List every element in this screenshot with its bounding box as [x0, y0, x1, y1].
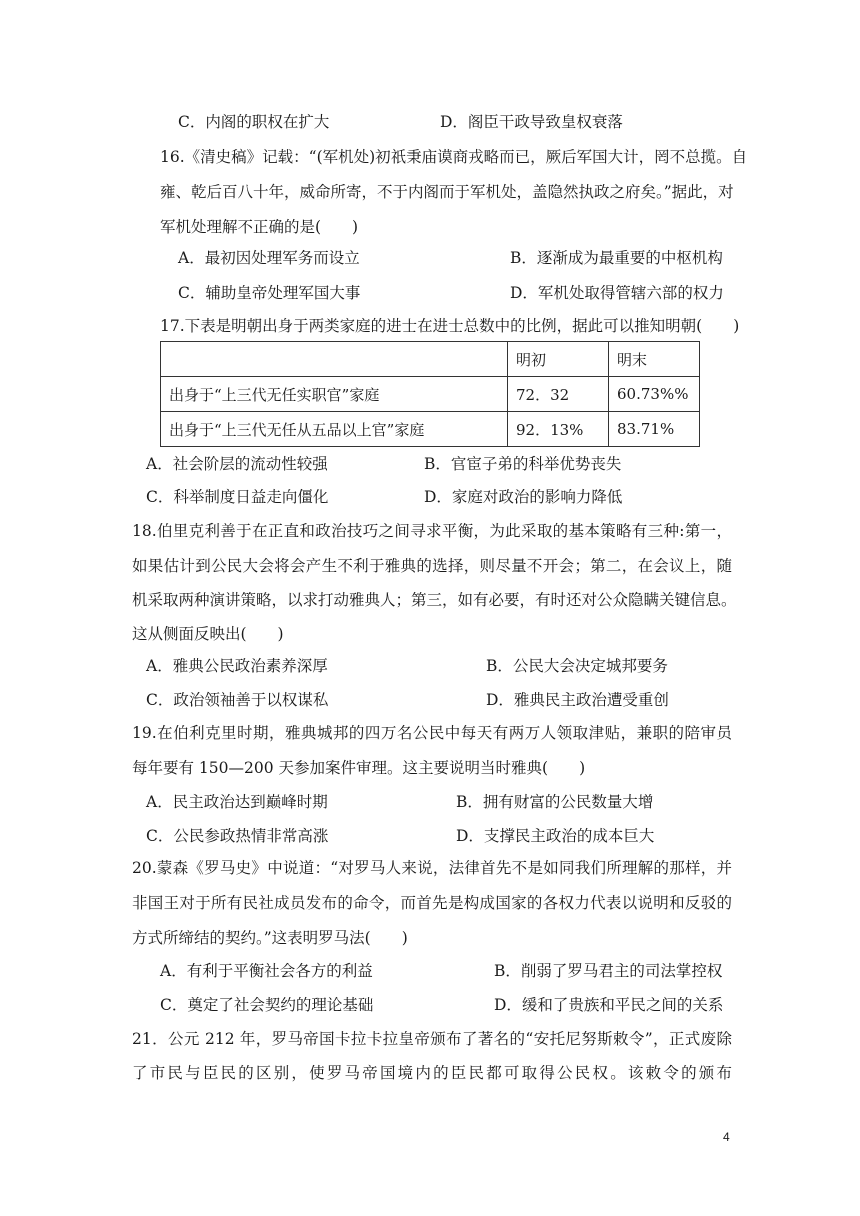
q20-option-a: A．有利于平衡社会各方的利益 [160, 962, 373, 980]
table-cell: 60.73%% [609, 377, 700, 412]
q18-stem-line-4: 这从侧面反映出( ) [132, 625, 284, 643]
table-row [161, 412, 700, 447]
q16-option-d: D．军机处取得管辖六部的权力 [510, 284, 724, 302]
q17-option-a: A．社会阶层的流动性较强 [146, 455, 328, 473]
q17-option-b: B．官宦子弟的科举优势丧失 [424, 455, 622, 473]
q15-option-c: C．内阁的职权在扩大 [178, 113, 330, 131]
table-header-cell [161, 342, 508, 377]
q18-option-a: A．雅典公民政治素养深厚 [146, 657, 328, 675]
q17-option-c: C．科举制度日益走向僵化 [146, 488, 329, 506]
q19-stem-line-1: 19.在伯利克里时期，雅典城邦的四万名公民中每天有两万人领取津贴，兼职的陪审员 [132, 724, 732, 742]
table-cell: 72．32 [508, 377, 609, 412]
table-header-cell: 明初 [508, 342, 609, 377]
table-header-cell: 明末 [609, 342, 700, 377]
q20-stem-line-1: 20.蒙森《罗马史》中说道：“对罗马人来说，法律首先不是如同我们所理解的那样，并 [132, 859, 732, 877]
q16-stem-line-3: 军机处理解不正确的是( ) [160, 218, 359, 236]
q16-option-b: B．逐渐成为最重要的中枢机构 [510, 249, 723, 267]
q18-option-d: D．雅典民主政治遭受重创 [486, 691, 669, 709]
q16-option-c: C．辅助皇帝处理军国大事 [178, 284, 361, 302]
q18-option-b: B．公民大会决定城邦要务 [486, 657, 668, 675]
table-cell: 出身于“上三代无任实职官”家庭 [161, 377, 508, 412]
table-header-row [161, 342, 700, 377]
q20-stem-line-3: 方式所缔结的契约。”这表明罗马法( ) [132, 929, 408, 947]
q18-stem-line-1: 18.伯里克利善于在正直和政治技巧之间寻求平衡，为此采取的基本策略有三种:第一， [132, 522, 732, 540]
q17-option-d: D．家庭对政治的影响力降低 [424, 488, 623, 506]
q19-option-a: A．民主政治达到巅峰时期 [146, 793, 328, 811]
q20-option-d: D．缓和了贵族和平民之间的关系 [494, 996, 724, 1014]
q20-option-b: B．削弱了罗马君主的司法掌控权 [494, 962, 723, 980]
table-cell: 出身于“上三代无任从五品以上官”家庭 [161, 412, 508, 447]
q17-stem-line-1: 17.下表是明朝出身于两类家庭的进士在进士总数中的比例，据此可以推知明朝( ) [160, 317, 740, 335]
q19-stem-line-2: 每年要有 150—200 天参加案件审理。这主要说明当时雅典( ) [132, 759, 586, 777]
q19-option-d: D．支撑民主政治的成本巨大 [456, 827, 655, 845]
q16-option-a: A．最初因处理军务而设立 [178, 249, 360, 267]
q20-stem-line-2: 非国王对于所有民社成员发布的命令，而首先是构成国家的各权力代表以说明和反驳的 [132, 894, 732, 912]
q16-stem-line-1: 16.《清史稿》记载：“(军机处)初祇秉庙谟商戎略而已，厥后军国大计，罔不总揽。自 [160, 148, 748, 166]
q15-option-d: D．阁臣干政导致皇权衰落 [440, 113, 623, 131]
page-number: 4 [723, 1130, 730, 1144]
q18-stem-line-2: 如果估计到公民大会将会产生不利于雅典的选择，则尽量不开会；第二，在会议上，随 [132, 557, 732, 575]
table-cell: 83.71% [609, 412, 700, 447]
q18-option-c: C．政治领袖善于以权谋私 [146, 691, 329, 709]
q16-stem-line-2: 雍、乾后百八十年，威命所寄，不于内阁而于军机处，盖隐然执政之府矣。”据此，对 [160, 183, 734, 201]
q21-stem-line-1: 21．公元 212 年，罗马帝国卡拉卡拉皇帝颁布了著名的“安托尼努斯敕令”，正式废除 [132, 1030, 732, 1048]
q19-option-c: C．公民参政热情非常高涨 [146, 827, 329, 845]
q21-stem-line-2: 了市民与臣民的区别，使罗马帝国境内的臣民都可取得公民权。该敕令的颁布 [132, 1064, 732, 1082]
table-cell: 92．13% [508, 412, 609, 447]
q19-option-b: B．拥有财富的公民数量大增 [456, 793, 654, 811]
q20-option-c: C．奠定了社会契约的理论基础 [160, 996, 374, 1014]
table-row [161, 377, 700, 412]
q17-data-table [160, 341, 700, 447]
q18-stem-line-3: 机采取两种演讲策略，以求打动雅典人；第三，如有必要，有时还对公众隐瞒关键信息。 [132, 591, 737, 609]
